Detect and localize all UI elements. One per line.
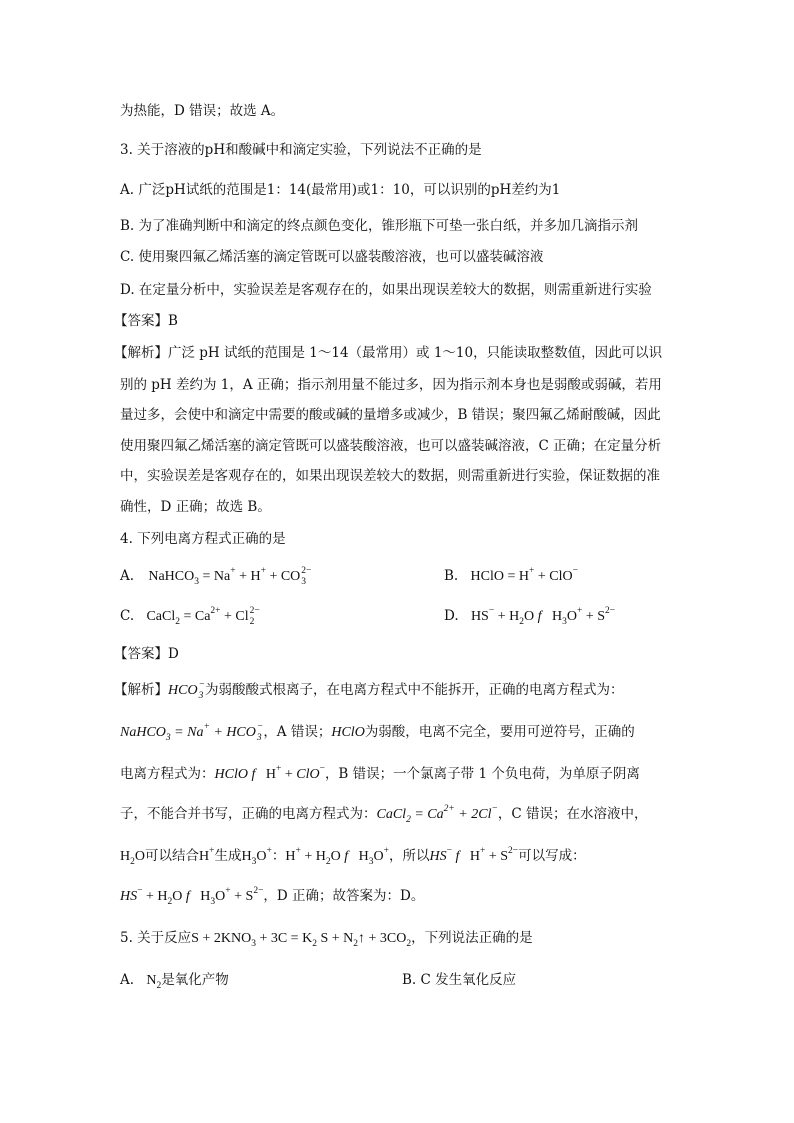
- question-4-option-b: B. HClO = H+ + ClO−: [444, 566, 578, 584]
- question-4-explanation-line: NaHCO$_3$ = Na+ + HCO − 3 ，A 错误；HClO为弱酸，电离不完全，要用可逆符号，正确的: [120, 722, 635, 744]
- question-3-explanation-line: 确性，D 正确；故选 B。: [120, 499, 271, 515]
- question-3-explanation-line: 量过多，会使中和滴定中需要的酸或碱的量增多或减少，B 错误；聚四氟乙烯耐酸碱，因此: [120, 407, 661, 423]
- question-4-option-d: D. $HS^- + H_2O$ f $H_3O^+ + S^{2-}$: [444, 606, 616, 627]
- question-5-option-a: A. $N_2$是氧化产物: [120, 972, 229, 991]
- question-4-option-c: C. CaCl$_2$ = $Ca^{2+} + Cl$ 2− 2: [120, 606, 260, 628]
- question-3-explanation-line: 使用聚四氟乙烯活塞的滴定管既可以盛装酸溶液，也可以盛装碱溶液，C 正确；在定量分析: [120, 438, 662, 454]
- question-4-explanation-line: 电离方程式为：HClO f H+ + ClO−，B 错误；一个氯离子带 1 个负电荷，为单原子阴离: [120, 764, 640, 782]
- question-4-explanation-line: 【解析】HCO − 3 为弱酸酸式根离子，在电离方程式中不能拆开，正确的电离方程式为：: [114, 680, 624, 701]
- question-3-option-c: C. 使用聚四氟乙烯活塞的滴定管既可以盛装酸溶液，也可以盛装碱溶液: [120, 249, 544, 265]
- question-4-stem: 4. 下列电离方程式正确的是: [120, 531, 286, 547]
- question-3-option-a: A. 广泛pH试纸的范围是1：14(最常用)或1：10，可以识别的pH差约为1: [120, 182, 561, 198]
- question-4-explanation-line: 子，不能合并书写，正确的电离方程式为：CaCl$_2$ = $Ca^{2+} + 2Cl^-$，C 错误；在水溶液中，: [120, 804, 648, 825]
- question-3-stem: 3. 关于溶液的pH和酸碱中和滴定实验，下列说法不正确的是: [120, 142, 482, 158]
- question-3-explanation-line: 【解析】广泛 pH 试纸的范围是 1～14（最常用）或 1～10，只能读取整数值，因此可以识: [114, 345, 663, 361]
- question-3-explanation-line: 别的 pH 差约为 1，A 正确；指示剂用量不能过多，因为指示剂本身也是弱酸或弱碱，若用: [120, 377, 662, 393]
- question-4-explanation-line: $HS^- + H_2O$ f $H_3O^+ + S^{2-}$，D 正确；故答案为：D。: [120, 886, 425, 907]
- question-5-stem: 5. 关于反应$S + 2KNO_3 + 3C = K_2$ $S + N_2↑ + 3CO_2$，下列说法正确的是: [120, 930, 533, 949]
- question-4-answer: 【答案】D: [114, 646, 179, 662]
- question-4-explanation-line: $H_2O$可以结合H+生成$H_3O^+$：$H^+ + H_2O$ f $H_3O^+$，所以HS− f $H^+ + S^{2-}$可以写成：: [120, 846, 586, 867]
- question-3-option-d: D. 在定量分析中，实验误差是客观存在的，如果出现误差较大的数据，则需重新进行实验: [120, 282, 652, 298]
- question-3-answer: 【答案】B: [114, 313, 178, 329]
- question-5-option-b: B. C 发生氧化反应: [402, 972, 517, 988]
- question-3-option-b: B. 为了准确判断中和滴定的终点颜色变化，锥形瓶下可垫一张白纸，并多加几滴指示剂: [120, 218, 639, 234]
- text-line: 为热能，D 错误；故选 A。: [120, 103, 285, 119]
- question-4-option-a: A. NaHCO$_3$ = Na+ + H+ + CO 2− 3: [120, 566, 312, 588]
- question-3-explanation-line: 中，实验误差是客观存在的，如果出现误差较大的数据，则需重新进行实验，保证数据的准: [120, 468, 660, 484]
